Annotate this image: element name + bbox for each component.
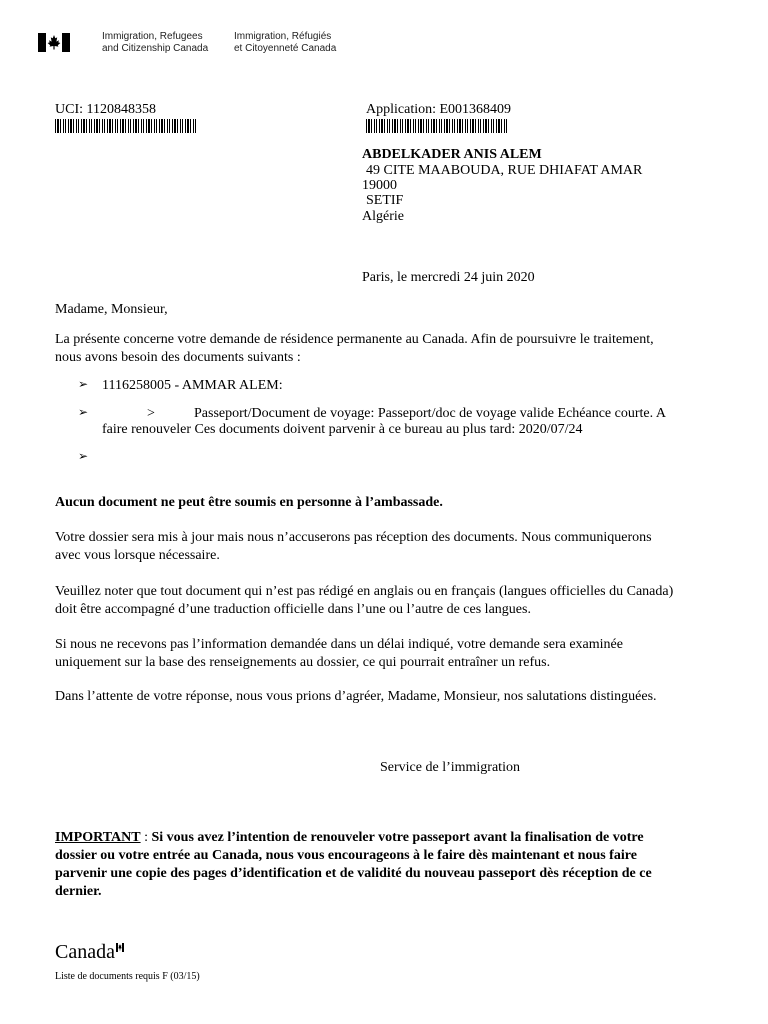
paragraph-translation-line-2: doit être accompagné d’une traduction officielle dans l’une ou l’autre de ces langues. — [55, 602, 531, 617]
department-en-line2: and Citizenship Canada — [102, 43, 209, 54]
paragraph-deadline-line-1: Si nous ne recevons pas l’information demandée dans un délai indiqué, votre demande sera examinée — [55, 637, 623, 652]
important-line-1 — [55, 829, 745, 847]
recipient-name: ABDELKADER ANIS ALEM — [362, 147, 542, 162]
closing-formula: Dans l’attente de votre réponse, nous vous prions d’agréer, Madame, Monsieur, nos salutations distinguées. — [55, 689, 657, 704]
application-number: Application: E001368409 — [366, 102, 512, 117]
required-document-line-2: faire renouveler Ces documents doivent parvenir à ce bureau au plus tard: 2020/07/24 — [102, 422, 583, 437]
letter-date: Paris, le mercredi 24 juin 2020 — [362, 270, 535, 285]
department-en-line1: Immigration, Refugees — [102, 31, 203, 42]
wordmark-flag-icon — [116, 943, 124, 952]
paragraph-update — [55, 529, 745, 565]
sub-arrow-marker: > — [147, 406, 155, 421]
important-label: IMPORTANT — [55, 830, 141, 845]
department-fr-line1: Immigration, Réfugiés — [234, 31, 332, 42]
paragraph-update-line-1: Votre dossier sera mis à jour mais nous n’accuserons pas réception des documents. Nous communiquerons — [55, 530, 652, 545]
intro-paragraph — [55, 331, 735, 367]
department-name-fr — [234, 31, 336, 55]
important-notice — [55, 829, 745, 901]
form-reference: Liste de documents requis F (03/15) — [55, 971, 200, 982]
intro-line-2: nous avons besoin des documents suivants : — [55, 350, 301, 365]
department-fr-line2: et Citoyenneté Canada — [234, 43, 337, 54]
recipient-country: Algérie — [362, 209, 404, 224]
important-line-4: dernier. — [55, 884, 102, 899]
department-name-en — [102, 31, 208, 55]
paragraph-deadline — [55, 636, 745, 672]
salutation: Madame, Monsieur, — [55, 302, 168, 317]
canada-flag-icon — [38, 33, 70, 52]
recipient-city: SETIF — [366, 193, 404, 208]
arrow-bullet-icon: ➢ — [78, 377, 89, 391]
canada-wordmark — [55, 941, 124, 963]
in-person-notice: Aucun document ne peut être soumis en personne à l’ambassade. — [55, 495, 443, 510]
paragraph-translation-line-1: Veuillez noter que tout document qui n’est pas rédigé en anglais ou en français (langues officielles du Canada) — [55, 584, 674, 599]
important-text-1: Si vous avez l’intention de renouveler votre passeport avant la finalisation de votre — [151, 830, 644, 845]
arrow-bullet-icon: ➢ — [78, 405, 89, 419]
arrow-bullet-icon: ➢ — [78, 449, 89, 463]
important-separator: : — [140, 830, 152, 845]
required-document-line-1: Passeport/Document de voyage: Passeport/doc de voyage valide Echéance courte. A — [194, 406, 666, 421]
required-item-applicant: 1116258005 - AMMAR ALEM: — [102, 378, 283, 393]
uci-barcode — [55, 119, 198, 133]
recipient-address-line: 49 CITE MAABOUDA, RUE DHIAFAT AMAR — [366, 163, 643, 178]
signature-office: Service de l’immigration — [380, 760, 520, 775]
canada-wordmark-text: Canada — [55, 941, 115, 963]
recipient-postal-code: 19000 — [362, 178, 397, 193]
important-line-2: dossier ou votre entrée au Canada, nous vous encourageons à le faire dès maintenant et nous faire — [55, 848, 637, 863]
application-barcode — [366, 119, 509, 133]
paragraph-translation — [55, 583, 745, 619]
paragraph-deadline-line-2: uniquement sur la base des renseignements au dossier, ce qui pourrait entraîner un refus. — [55, 655, 551, 670]
important-line-3: parvenir une copie des pages d’identification et de validité du nouveau passeport dès réception de ce — [55, 866, 652, 881]
paragraph-update-line-2: avec vous lorsque nécessaire. — [55, 548, 220, 563]
intro-line-1: La présente concerne votre demande de résidence permanente au Canada. Afin de poursuivre le traitement, — [55, 332, 654, 347]
uci-number: UCI: 1120848358 — [55, 102, 156, 117]
